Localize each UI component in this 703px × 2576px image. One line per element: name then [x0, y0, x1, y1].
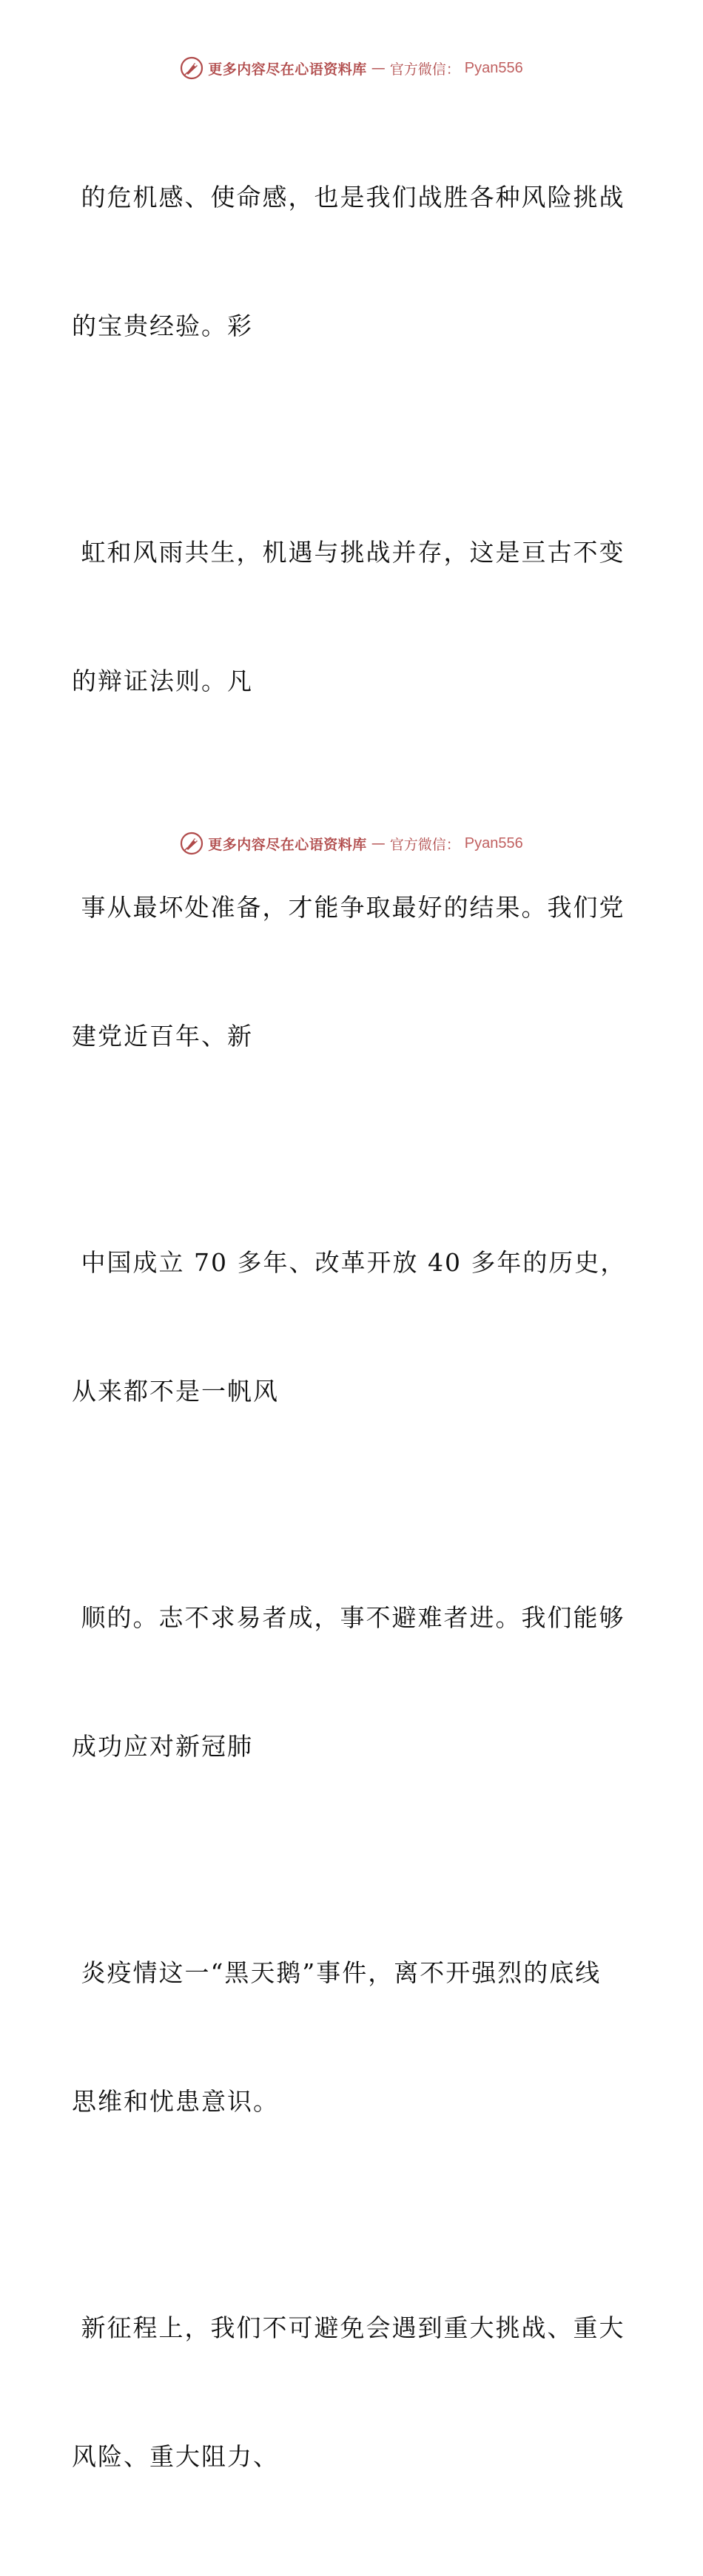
footer-brand-text: 更多内容尽在心语资料库	[208, 836, 367, 853]
paragraph	[72, 1511, 625, 1854]
paragraph-line: 成功应对新冠肺	[72, 1732, 253, 1761]
paragraph	[72, 2221, 625, 2564]
pen-nib-logo-icon	[180, 56, 204, 80]
footer-wechat-id: Pyan556	[464, 834, 523, 852]
document-body	[72, 90, 627, 2576]
paragraph-line: 思维和忧患意识。	[72, 2087, 279, 2116]
paragraph-line: 建党近百年、新	[72, 1022, 253, 1051]
header-wechat-id: Pyan556	[464, 59, 523, 76]
paragraph-line: 顺的。志不求易者成，事不避难者进。我们能够	[72, 1603, 625, 1632]
paragraph	[72, 1156, 627, 1499]
header-wechat-label: 官方微信：	[389, 61, 460, 78]
paragraph	[72, 1866, 619, 2209]
paragraph	[72, 445, 625, 789]
footer-separator: —	[371, 835, 386, 852]
header-banner	[0, 53, 703, 83]
paragraph-line: 虹和风雨共生，机遇与挑战并存，这是亘古不变	[72, 538, 625, 567]
footer-wechat-label: 官方微信：	[389, 836, 460, 853]
header-brand-text: 更多内容尽在心语资料库	[208, 61, 367, 78]
paragraph	[72, 90, 625, 434]
paragraph-line: 新征程上，我们不可避免会遇到重大挑战、重大	[72, 2313, 625, 2342]
paragraph-line: 炎疫情这一“黑天鹅”事件，离不开强烈的底线	[72, 1958, 602, 1987]
paragraph-line: 事从最坏处准备，才能争取最好的结果。我们党	[72, 893, 625, 922]
paragraph-line: 的危机感、使命感，也是我们战胜各种风险挑战	[72, 183, 625, 212]
pen-nib-logo-icon	[180, 832, 204, 855]
paragraph-line: 风险、重大阻力、	[72, 2442, 279, 2471]
paragraph-line: 的宝贵经验。彩	[72, 311, 253, 340]
paragraph-line: 的辩证法则。凡	[72, 667, 253, 695]
paragraph-line: 中国成立 70 多年、改革开放 40 多年的历史，	[72, 1248, 627, 1277]
paragraph-line: 从来都不是一帆风	[72, 1377, 279, 1406]
footer-banner	[0, 829, 703, 858]
header-separator: —	[371, 60, 386, 76]
